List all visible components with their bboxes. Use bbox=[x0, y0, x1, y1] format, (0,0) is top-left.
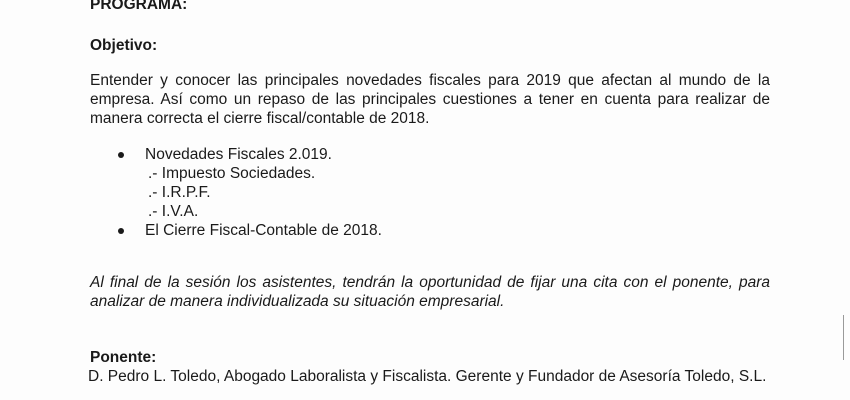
topic-list-container bbox=[118, 145, 618, 240]
sub-list-item: .- Impuesto Sociedades. bbox=[148, 165, 316, 182]
sub-list-item: .- I.R.P.F. bbox=[148, 184, 211, 201]
ponente-heading: Ponente: bbox=[90, 349, 157, 366]
bullet-label: Novedades Fiscales 2.019. bbox=[145, 146, 332, 163]
programa-heading: PROGRAMA: bbox=[90, 0, 188, 13]
ponente-text: D. Pedro L. Toledo, Abogado Laboralista y Fiscalista. Gerente y Fundador de Asesoría Toledo, S.L. bbox=[88, 368, 767, 385]
sub-list-item: .- I.V.A. bbox=[148, 203, 199, 220]
objetivo-paragraph: Entender y conocer las principales novedades fiscales para 2019 que afectan al mundo de la empresa. Así como un repaso de las principales cuestiones a tener en cuenta para realizar de manera correcta el cierre fiscal/contable de 2018. bbox=[90, 72, 770, 127]
objetivo-heading: Objetivo: bbox=[90, 37, 158, 54]
list-item bbox=[118, 221, 618, 240]
list-item bbox=[118, 145, 618, 221]
sub-list bbox=[145, 164, 618, 221]
topic-list bbox=[118, 145, 618, 240]
session-note: Al final de la sesión los asistentes, tendrán la oportunidad de fijar una cita con el ponente, para analizar de manera individualizada su situación empresarial. bbox=[90, 274, 770, 310]
bullet-label: El Cierre Fiscal-Contable de 2018. bbox=[145, 222, 382, 239]
scan-edge-mark bbox=[843, 315, 850, 360]
